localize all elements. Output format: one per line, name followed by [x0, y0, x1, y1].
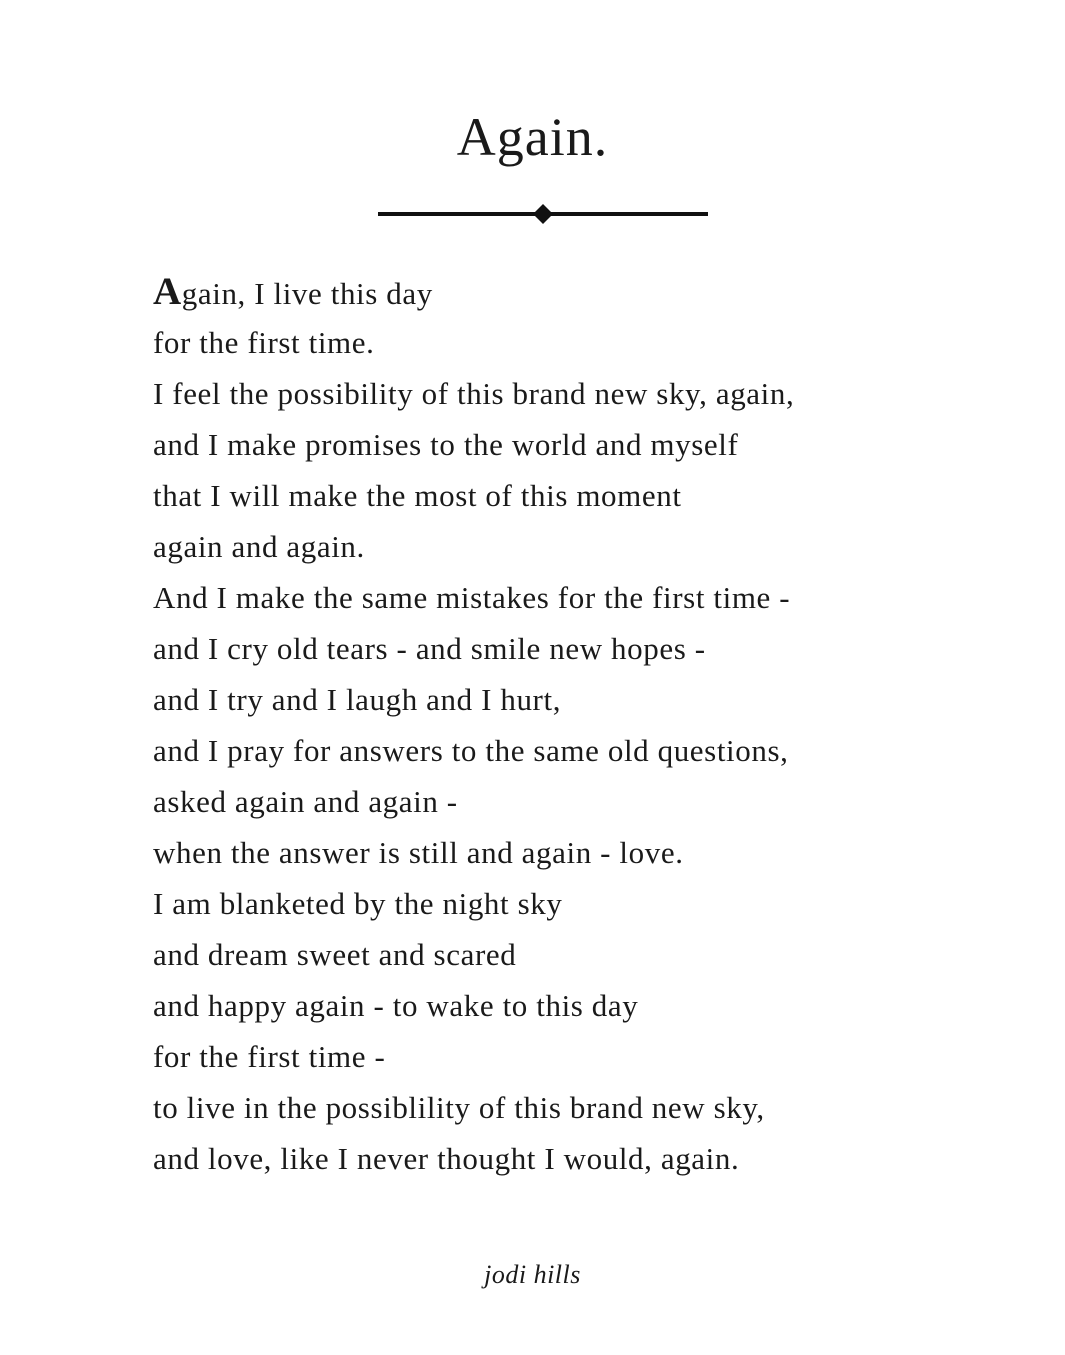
- poem-body: [153, 266, 1013, 1184]
- poem-line: I am blanketed by the night sky: [153, 886, 563, 921]
- poem-line: I feel the possibility of this brand new sky, again,: [153, 376, 795, 411]
- poem-title: Again.: [456, 107, 609, 167]
- poem-line: And I make the same mistakes for the first time -: [153, 580, 791, 615]
- poem-line: and love, like I never thought I would, again.: [153, 1141, 740, 1176]
- poem-line: and I pray for answers to the same old questions,: [153, 733, 789, 768]
- poem-line: when the answer is still and again - love.: [153, 835, 684, 870]
- poem-line-1-text: gain, I live this day: [181, 276, 433, 311]
- poem-line: that I will make the most of this moment: [153, 478, 682, 513]
- poem-line: and dream sweet and scared: [153, 937, 517, 972]
- poem-line: for the first time.: [153, 325, 375, 360]
- poem-line: and I try and I laugh and I hurt,: [153, 682, 562, 717]
- poem-line: to live in the possiblility of this brand new sky,: [153, 1090, 765, 1125]
- poem-line: and I make promises to the world and myself: [153, 427, 739, 462]
- poem-line: and I cry old tears - and smile new hopes -: [153, 631, 706, 666]
- poem-line: and happy again - to wake to this day: [153, 988, 639, 1023]
- poem-line-1: [153, 266, 1013, 317]
- drop-cap: A: [153, 270, 182, 313]
- author-signature: jodi hills: [484, 1260, 581, 1289]
- diamond-divider-icon: [378, 200, 708, 228]
- poem-line: for the first time -: [153, 1039, 386, 1074]
- poem-line: asked again and again -: [153, 784, 458, 819]
- poem-line: again and again.: [153, 529, 365, 564]
